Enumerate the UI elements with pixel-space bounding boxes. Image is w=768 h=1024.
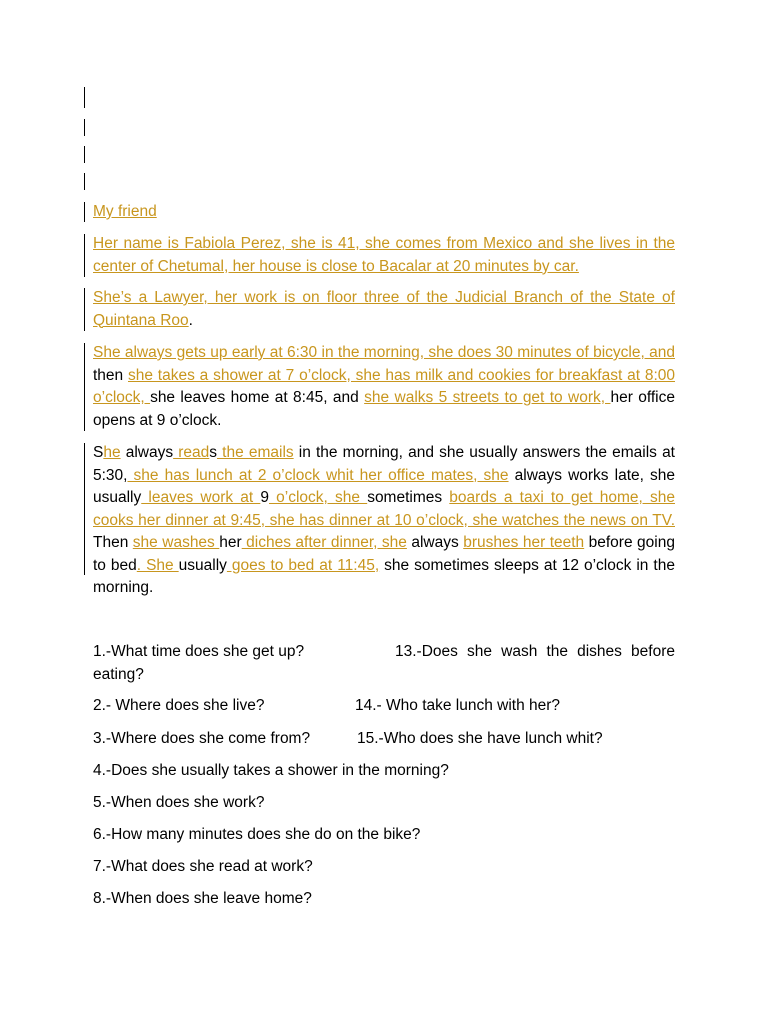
document-title: My friend	[93, 203, 157, 220]
question-5: 5.-When does she work?	[93, 794, 265, 811]
change-bar	[84, 343, 85, 431]
question-7: 7.-What does she read at work?	[93, 858, 313, 875]
paragraph-3: She always gets up early at 6:30 in the morning, she does 30 minutes of bicycle, and then she takes a shower at 7 o’clock, she has milk and cookies for breakfast at 8:00 o’clock, she leaves home at 8:45, and she walks 5 streets to get to work, her office opens at 9 o’clock.	[93, 344, 675, 429]
change-bar	[84, 288, 85, 331]
paragraph-2: She’s a Lawyer, her work is on floor three of the Judicial Branch of the State of Quintana Roo.	[93, 289, 675, 329]
change-bar	[84, 146, 85, 163]
question-8: 8.-When does she leave home?	[93, 890, 312, 907]
question-4: 4.-Does she usually takes a shower in the morning?	[93, 762, 449, 779]
question-2: 2.- Where does she live?	[93, 697, 265, 714]
paragraph-1: Her name is Fabiola Perez, she is 41, she comes from Mexico and she lives in the center of Chetumal, her house is close to Bacalar at 20 minutes by car.	[93, 235, 675, 275]
paragraph-4: She always reads the emails in the morning, and she usually answers the emails at 5:30, she has lunch at 2 o’clock whit her office mates, she always works late, she usually leaves work at 9 o’clock, she sometimes boards a taxi to get home, she cooks her dinner at 9:45, she has dinner at 10 o’clock, she watches the news on TV. Then she washes her diches after dinner, she always brushes her teeth before going to bed. She usually goes to bed at 11:45, she sometimes sleeps at 12 o’clock in the morning.	[93, 444, 675, 596]
change-bar	[84, 234, 85, 277]
question-15: 15.-Who does she have lunch whit?	[357, 730, 603, 747]
change-bar	[84, 173, 85, 190]
question-13: 13.-Does she wash the dishes before eating?	[93, 643, 675, 683]
question-3: 3.-Where does she come from?	[93, 730, 311, 747]
question-1: 1.-What time does she get up?	[93, 643, 305, 660]
change-bar	[84, 119, 85, 136]
change-bar	[84, 87, 85, 108]
change-bar	[84, 202, 85, 222]
question-14: 14.- Who take lunch with her?	[355, 697, 561, 714]
question-6: 6.-How many minutes does she do on the bike?	[93, 826, 421, 843]
change-bar	[84, 443, 85, 575]
